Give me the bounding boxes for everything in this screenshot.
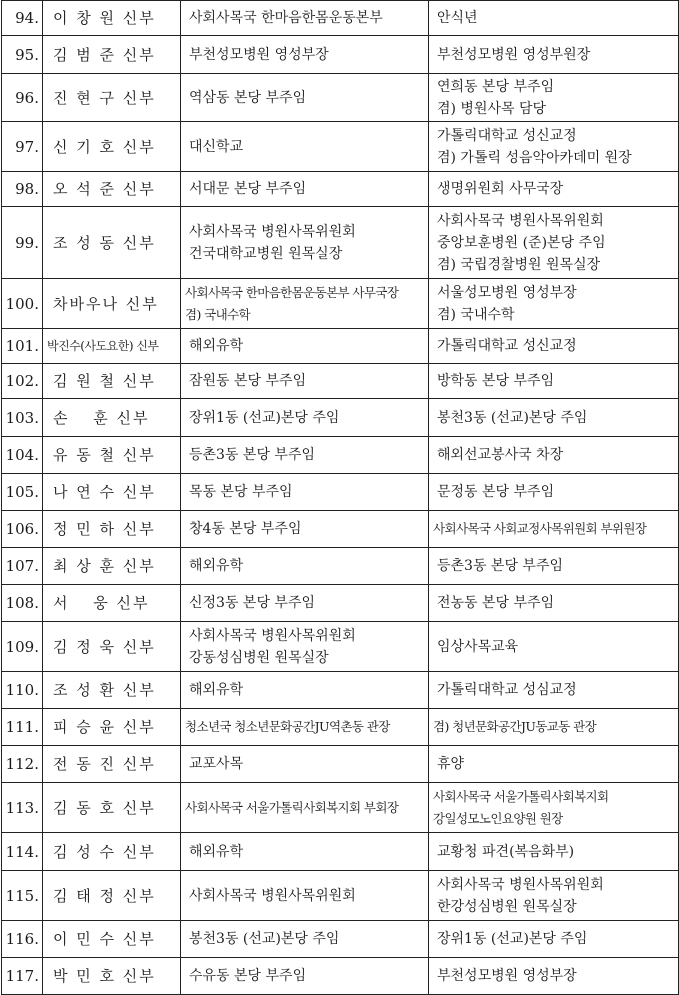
priest-name: 정 민 하 신부 (43, 511, 181, 548)
assignment-line: 방학동 본당 부주임 (437, 373, 555, 389)
table-row (2, 783, 679, 833)
assignment-line: 연희동 본당 부주임 (437, 78, 555, 95)
table-row (2, 921, 679, 958)
assignment-line: 봉천3동 (선교)본당 주임 (437, 409, 588, 426)
priest-name: 김 정 욱 신부 (43, 622, 181, 672)
new-assignment (429, 585, 679, 622)
assignment-line: 창4동 본당 부주임 (189, 521, 302, 537)
assignment-line: 사회사목국 병원사목위원회 (189, 627, 356, 644)
table-row (2, 622, 679, 672)
assignment-line: 가톨릭대학교 성신교정 (437, 127, 577, 144)
assignment-line: 임상사목교육 (437, 638, 519, 655)
assignment-line: 문정동 본당 부주임 (437, 484, 555, 500)
row-number: 101. (2, 329, 43, 364)
row-number: 97. (2, 122, 43, 172)
previous-assignment (181, 622, 429, 672)
new-assignment (429, 122, 679, 172)
new-assignment (429, 958, 679, 995)
previous-assignment (181, 511, 429, 548)
assignment-line: 사회사목국 병원사목위원회 (437, 876, 604, 893)
assignment-line: 겸) 병원사목 담당 (437, 100, 547, 117)
previous-assignment (181, 921, 429, 958)
table-row (2, 329, 679, 364)
new-assignment (429, 329, 679, 364)
assignment-line: 겸) 청년문화공간JU동교동 관장 (433, 719, 597, 734)
table-row (2, 437, 679, 474)
previous-assignment (181, 1, 429, 36)
row-number: 109. (2, 622, 43, 672)
priest-name: 이 창 원 신부 (43, 1, 181, 36)
assignment-line: 봉천3동 (선교)본당 주임 (189, 931, 340, 947)
row-number: 108. (2, 585, 43, 622)
assignment-line: 겸) 국립경찰병원 원목실장 (437, 256, 601, 273)
assignment-line: 전농동 본당 부주임 (437, 595, 555, 611)
priest-name: 김 태 정 신부 (43, 871, 181, 921)
priest-name: 오 석 준 신부 (43, 172, 181, 207)
row-number: 115. (2, 871, 43, 921)
previous-assignment (181, 364, 429, 399)
previous-assignment (181, 474, 429, 511)
priest-name: 차바우나 신부 (43, 279, 181, 329)
new-assignment (429, 921, 679, 958)
assignment-line: 교황청 파견(복음화부) (437, 843, 575, 860)
previous-assignment (181, 585, 429, 622)
row-number: 102. (2, 364, 43, 399)
previous-assignment (181, 437, 429, 474)
assignment-line: 신정3동 본당 부주임 (189, 595, 315, 611)
assignment-line: 해외유학 (189, 682, 244, 698)
assignment-line: 등촌3동 본당 부주임 (437, 558, 563, 574)
new-assignment (429, 36, 679, 74)
previous-assignment (181, 958, 429, 995)
table-row (2, 74, 679, 122)
assignment-line: 생명위원회 사무국장 (437, 181, 564, 197)
table-row (2, 958, 679, 995)
new-assignment (429, 1, 679, 36)
assignment-line: 겸) 국내수학 (185, 306, 251, 322)
priest-name: 조 성 환 신부 (43, 672, 181, 709)
priest-name: 김 원 철 신부 (43, 364, 181, 399)
new-assignment (429, 437, 679, 474)
assignment-line: 겸) 가톨릭 성음악아카데미 원장 (437, 149, 632, 166)
assignment-line: 사회사목국 병원사목위원회 (189, 887, 356, 904)
assignment-line: 해외유학 (189, 558, 244, 574)
personnel-table (1, 0, 679, 995)
assignment-line: 사회사목국 서울가톨릭사회복지회 (433, 788, 609, 804)
row-number: 112. (2, 746, 43, 783)
table-row (2, 871, 679, 921)
assignment-line: 사회사목국 한마음한몸운동본부 사무국장 (185, 284, 399, 300)
previous-assignment (181, 122, 429, 172)
assignment-line: 부천성모병원 영성부장 (189, 46, 329, 63)
priest-name: 최 상 훈 신부 (43, 548, 181, 585)
assignment-line: 사회사목국 사회교정사목위원회 부위원장 (433, 521, 647, 536)
table-row (2, 36, 679, 74)
assignment-line: 목동 본당 부주임 (189, 484, 293, 500)
new-assignment (429, 783, 679, 833)
assignment-line: 역삼동 본당 부주임 (189, 89, 307, 106)
priest-name: 이 민 수 신부 (43, 921, 181, 958)
row-number: 98. (2, 172, 43, 207)
assignment-line: 사회사목국 병원사목위원회 (189, 223, 356, 240)
new-assignment (429, 172, 679, 207)
priest-name: 김 성 수 신부 (43, 833, 181, 871)
assignment-line: 가톨릭대학교 성신교정 (437, 338, 577, 354)
assignment-line: 장위1동 (선교)본당 주임 (437, 931, 588, 947)
row-number: 95. (2, 36, 43, 74)
priest-name: 신 기 호 신부 (43, 122, 181, 172)
assignment-line: 부천성모병원 영성부원장 (437, 46, 591, 63)
priest-name: 박 민 호 신부 (43, 958, 181, 995)
assignment-line: 사회사목국 한마음한몸운동본부 (189, 10, 383, 26)
priest-name: 김 범 준 신부 (43, 36, 181, 74)
assignment-line: 등촌3동 본당 부주임 (189, 447, 315, 463)
assignment-line: 가톨릭대학교 성심교정 (437, 682, 577, 698)
row-number: 103. (2, 399, 43, 437)
table-row (2, 364, 679, 399)
previous-assignment (181, 833, 429, 871)
priest-name: 손 훈 신부 (43, 399, 181, 437)
assignment-line: 잠원동 본당 부주임 (189, 373, 307, 389)
table-row (2, 172, 679, 207)
assignment-line: 안식년 (437, 10, 478, 26)
previous-assignment (181, 871, 429, 921)
previous-assignment (181, 746, 429, 783)
row-number: 104. (2, 437, 43, 474)
assignment-line: 사회사목국 병원사목위원회 (437, 212, 604, 229)
row-number: 107. (2, 548, 43, 585)
new-assignment (429, 474, 679, 511)
assignment-line: 해외선교봉사국 차장 (437, 447, 564, 463)
row-number: 111. (2, 709, 43, 746)
previous-assignment (181, 36, 429, 74)
assignment-line: 청소년국 청소년문화공간JU역촌동 관장 (185, 719, 390, 734)
table-row (2, 833, 679, 871)
new-assignment (429, 672, 679, 709)
row-number: 94. (2, 1, 43, 36)
previous-assignment (181, 548, 429, 585)
table-row (2, 122, 679, 172)
priest-name: 김 동 호 신부 (43, 783, 181, 833)
previous-assignment (181, 74, 429, 122)
new-assignment (429, 279, 679, 329)
priest-name: 진 현 구 신부 (43, 74, 181, 122)
previous-assignment (181, 207, 429, 279)
table-row (2, 746, 679, 783)
previous-assignment (181, 709, 429, 746)
assignment-line: 중앙보훈병원 (준)본당 주임 (437, 234, 606, 251)
new-assignment (429, 833, 679, 871)
assignment-line: 수유동 본당 부주임 (189, 968, 307, 984)
row-number: 114. (2, 833, 43, 871)
assignment-line: 강일성모노인요양원 원장 (433, 810, 563, 826)
previous-assignment (181, 399, 429, 437)
new-assignment (429, 871, 679, 921)
row-number: 110. (2, 672, 43, 709)
table-row (2, 548, 679, 585)
table-row (2, 511, 679, 548)
row-number: 96. (2, 74, 43, 122)
row-number: 117. (2, 958, 43, 995)
priest-name: 박진수(사도요한) 신부 (43, 329, 181, 364)
assignment-line: 장위1동 (선교)본당 주임 (189, 409, 340, 426)
priest-name: 나 연 수 신부 (43, 474, 181, 511)
new-assignment (429, 399, 679, 437)
assignment-line: 사회사목국 서울가톨릭사회복지회 부회장 (185, 799, 399, 815)
table-row (2, 1, 679, 36)
assignment-line: 교포사목 (189, 756, 244, 772)
assignment-line: 강동성심병원 원목실장 (189, 649, 329, 666)
new-assignment (429, 709, 679, 746)
previous-assignment (181, 172, 429, 207)
previous-assignment (181, 279, 429, 329)
priest-name: 조 성 동 신부 (43, 207, 181, 279)
row-number: 99. (2, 207, 43, 279)
previous-assignment (181, 672, 429, 709)
assignment-line: 서울성모병원 영성부장 (437, 284, 577, 301)
row-number: 106. (2, 511, 43, 548)
row-number: 100. (2, 279, 43, 329)
new-assignment (429, 548, 679, 585)
new-assignment (429, 511, 679, 548)
previous-assignment (181, 329, 429, 364)
table-row (2, 672, 679, 709)
new-assignment (429, 622, 679, 672)
priest-name: 피 승 윤 신부 (43, 709, 181, 746)
new-assignment (429, 364, 679, 399)
row-number: 113. (2, 783, 43, 833)
previous-assignment (181, 783, 429, 833)
table-row (2, 585, 679, 622)
assignment-line: 대신학교 (189, 138, 244, 155)
assignment-line: 겸) 국내수학 (437, 306, 515, 323)
table-row (2, 207, 679, 279)
new-assignment (429, 746, 679, 783)
assignment-line: 해외유학 (189, 843, 244, 860)
table-row (2, 279, 679, 329)
assignment-line: 건국대학교병원 원목실장 (189, 245, 343, 262)
priest-name: 서 웅 신부 (43, 585, 181, 622)
table-row (2, 474, 679, 511)
assignment-line: 서대문 본당 부주임 (189, 181, 307, 197)
assignment-line: 휴양 (437, 756, 465, 772)
priest-name: 유 동 철 신부 (43, 437, 181, 474)
personnel-table-body (2, 1, 679, 995)
new-assignment (429, 207, 679, 279)
row-number: 116. (2, 921, 43, 958)
priest-name: 전 동 진 신부 (43, 746, 181, 783)
new-assignment (429, 74, 679, 122)
table-row (2, 709, 679, 746)
table-row (2, 399, 679, 437)
assignment-line: 한강성심병원 원목실장 (437, 898, 577, 915)
row-number: 105. (2, 474, 43, 511)
assignment-line: 부천성모병원 영성부장 (437, 968, 577, 984)
assignment-line: 해외유학 (189, 338, 244, 354)
